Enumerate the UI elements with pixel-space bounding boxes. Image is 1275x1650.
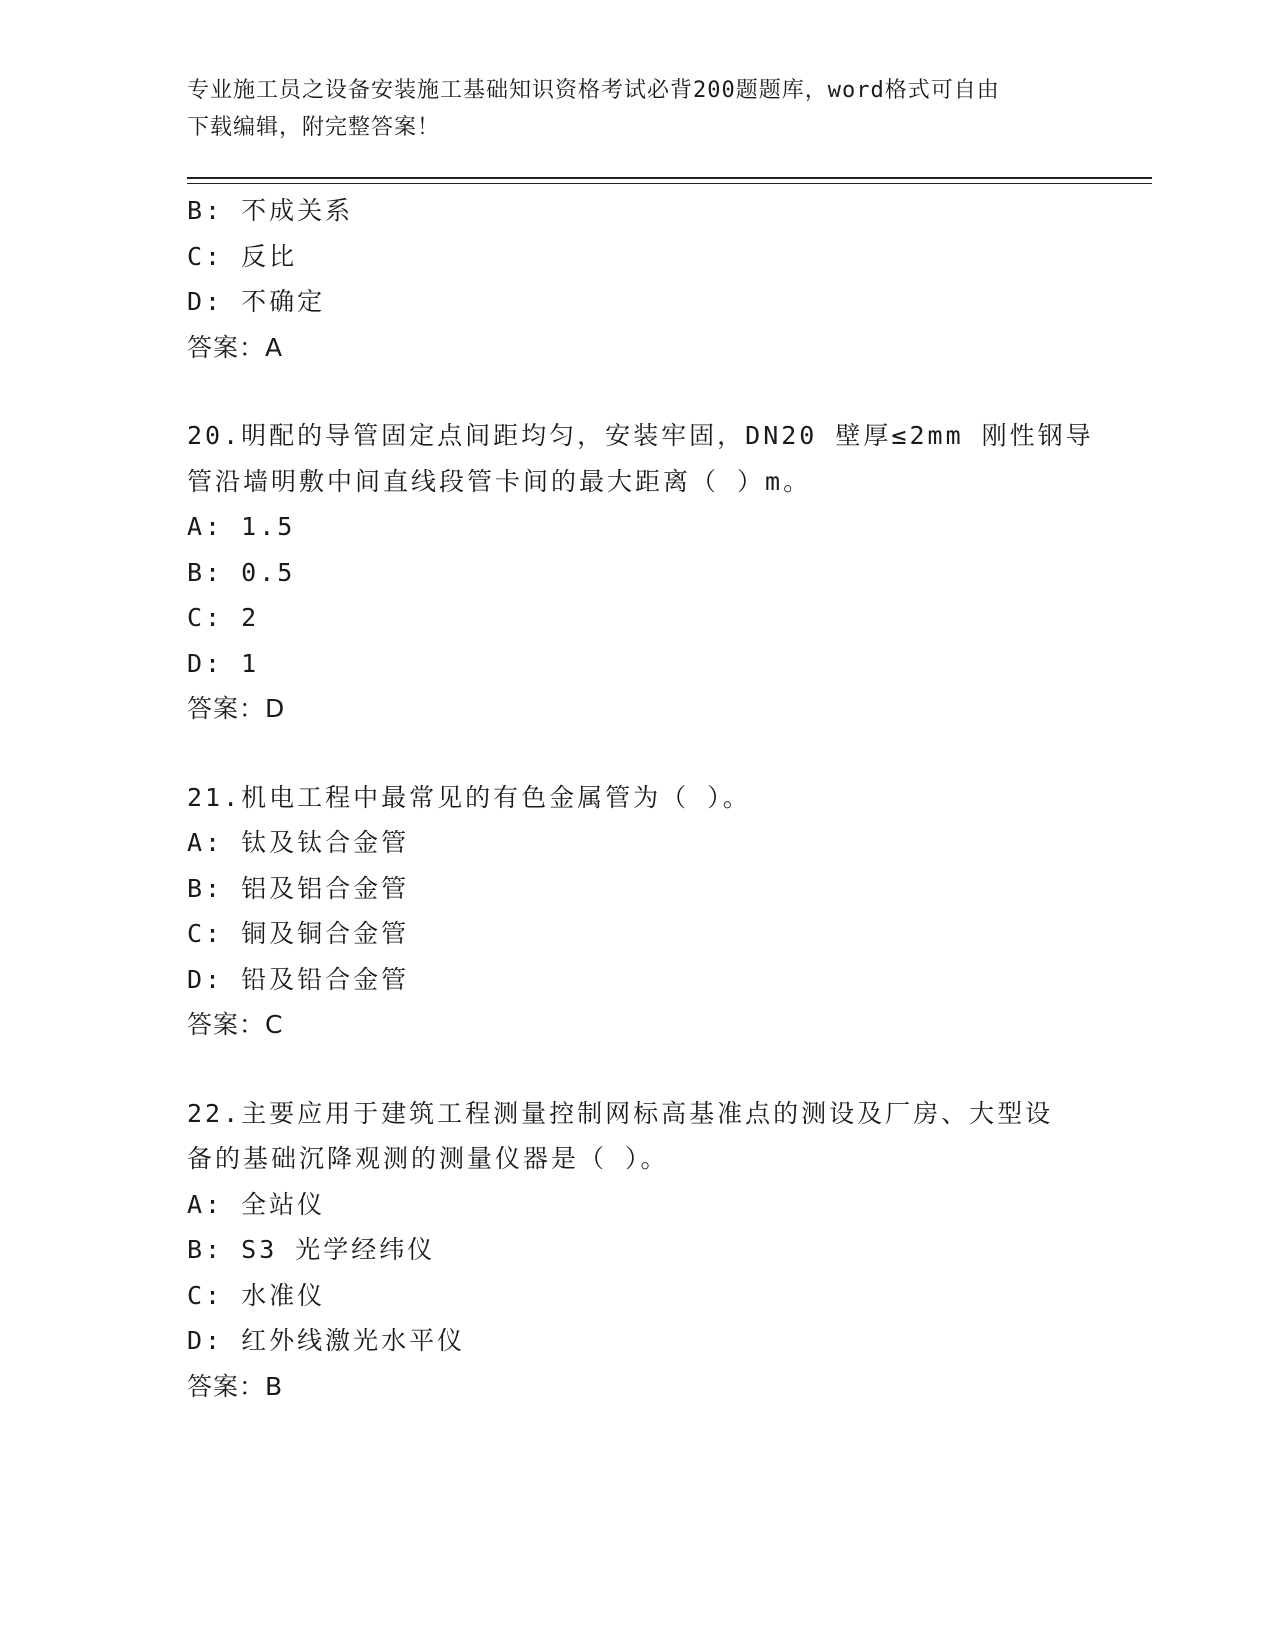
option-b: B: S3 光学经纬仪 <box>187 1235 436 1264</box>
option-c: C: 铜及铜合金管 <box>187 919 410 948</box>
spacer <box>187 370 1087 413</box>
answer-line: 答案：C <box>187 1010 284 1039</box>
question-21 <box>187 775 1087 1048</box>
question-20 <box>187 413 1094 732</box>
answer-line: 答案：A <box>187 332 284 362</box>
header-divider-thin <box>187 183 1152 184</box>
question-stem: 21.机电工程中最常见的有色金属管为（ ）。 <box>187 782 751 812</box>
option-b: B: 0.5 <box>187 557 296 587</box>
spacer <box>187 732 1087 775</box>
question-stem: 22.主要应用于建筑工程测量控制网标高基准点的测设及厂房、大型设 <box>187 1098 1054 1128</box>
question-22 <box>187 1091 1087 1410</box>
option-a: A: 全站仪 <box>187 1189 326 1219</box>
option-a: A: 钛及钛合金管 <box>187 828 410 857</box>
document-header <box>187 72 1087 146</box>
question-19-tail <box>187 188 1087 370</box>
option-d: D: 红外线激光水平仪 <box>187 1326 466 1355</box>
option-d: D: 铅及铅合金管 <box>187 964 410 994</box>
header-line-1: 专业施工员之设备安装施工基础知识资格考试必背200题题库，word格式可自由 <box>187 78 1000 103</box>
header-divider-thick <box>187 177 1152 179</box>
question-stem: 管沿墙明敷中间直线段管卡间的最大距离（ ）m。 <box>187 466 812 496</box>
option-c: C: 水准仪 <box>187 1280 326 1310</box>
header-line-2: 下载编辑，附完整答案！ <box>187 115 441 140</box>
question-list <box>187 188 1094 1409</box>
option-c: C: 2 <box>187 603 260 632</box>
option-a: A: 1.5 <box>187 512 296 541</box>
option-c: C: 反比 <box>187 241 298 271</box>
option-d: D: 1 <box>187 648 260 678</box>
question-stem: 20.明配的导管固定点间距均匀，安装牢固，DN20 壁厚≤2mm 刚性钢导 <box>187 421 1094 450</box>
option-b: B: 铝及铝合金管 <box>187 873 410 903</box>
question-stem: 备的基础沉降观测的测量仪器是（ ）。 <box>187 1144 669 1173</box>
option-d: D: 不确定 <box>187 287 326 316</box>
answer-line: 答案：D <box>187 694 286 723</box>
spacer <box>187 1048 1087 1091</box>
option-b: B: 不成关系 <box>187 196 354 225</box>
answer-line: 答案：B <box>187 1371 284 1401</box>
